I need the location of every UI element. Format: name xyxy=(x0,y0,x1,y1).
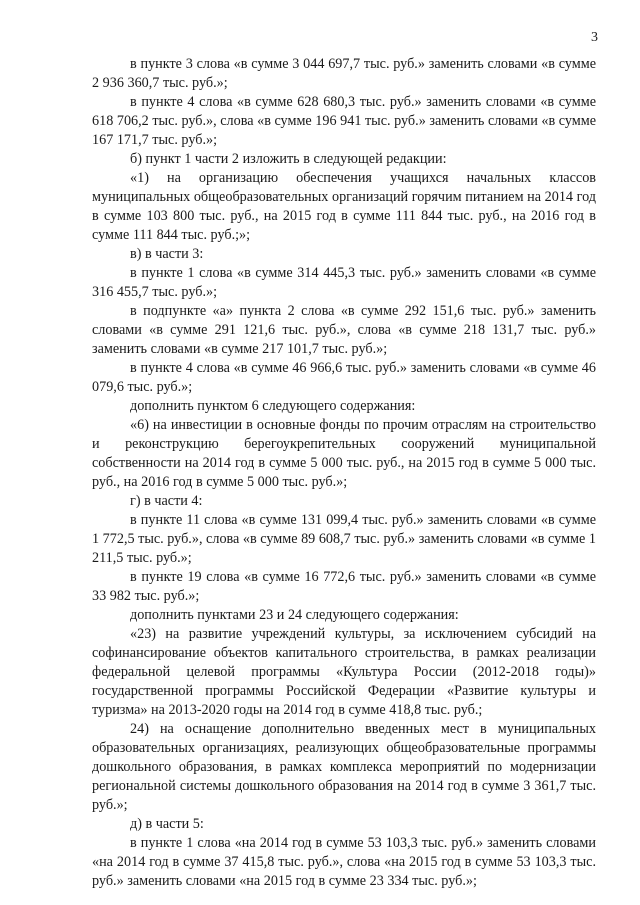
paragraph: «1) на организацию обеспечения учащихся начальных классов муниципальных общеобразовательных организаций горячим питанием на 2014 год в сумме 103 800 тыс. руб., на 2015 год в сумме 111 844 тыс. руб., на 2016 год в сумме 111 844 тыс. руб.;»; xyxy=(92,170,596,243)
paragraph: в пункте 19 слова «в сумме 16 772,6 тыс. руб.» заменить словами «в сумме 33 982 тыс. руб.»; xyxy=(92,569,596,604)
paragraph: в подпункте «а» пункта 2 слова «в сумме 292 151,6 тыс. руб.» заменить словами «в сумме 291 121,6 тыс. руб.», слова «в сумме 218 131,7 тыс. руб.» заменить словами «в сумме 217 101,7 тыс. руб.»; xyxy=(92,303,596,357)
paragraph: в пункте 4 слова «в сумме 46 966,6 тыс. руб.» заменить словами «в сумме 46 079,6 тыс. руб.»; xyxy=(92,360,596,395)
paragraph: «6) на инвестиции в основные фонды по прочим отраслям на строительство и реконструкцию берегоукрепительных сооружений муниципальной собственности на 2014 год в сумме 5 000 тыс. руб., на 2015 год в сумме 5 000 тыс. руб., на 2016 год в сумме 5 000 тыс. руб.»; xyxy=(92,417,596,490)
paragraph: дополнить пунктами 23 и 24 следующего содержания: xyxy=(130,607,459,623)
paragraph: в пункте 1 слова «на 2014 год в сумме 53 103,3 тыс. руб.» заменить словами «на 2014 год в сумме 37 415,8 тыс. руб.», слова «на 2015 год в сумме 53 103,3 тыс. руб.» заменить словами «на 2015 год в сумме 23 334 тыс. руб.»; xyxy=(92,835,596,889)
page-number: 3 xyxy=(591,30,598,45)
paragraph: «23) на развитие учреждений культуры, за исключением субсидий на софинансирование объектов капитального строительства, в рамках реализации федеральной целевой программы «Культура России (2012-2018 годы)» государственной программы Российской Федерации «Развитие культуры и туризма» на 2013-2020 годы на 2014 год в сумме 418,8 тыс. руб.; xyxy=(92,626,596,718)
paragraph: г) в части 4: xyxy=(130,493,203,509)
paragraph: в пункте 4 слова «в сумме 628 680,3 тыс. руб.» заменить словами «в сумме 618 706,2 тыс. руб.», слова «в сумме 196 941 тыс. руб.» заменить словами «в сумме 167 171,7 тыс. руб.»; xyxy=(92,94,596,148)
paragraph: б) пункт 1 части 2 изложить в следующей редакции: xyxy=(130,151,447,167)
paragraph: д) в части 5: xyxy=(130,816,204,832)
paragraph: в) в части 3: xyxy=(130,246,204,262)
paragraph: в пункте 1 слова «в сумме 314 445,3 тыс. руб.» заменить словами «в сумме 316 455,7 тыс. руб.»; xyxy=(92,265,596,300)
paragraph: дополнить пунктом 6 следующего содержания: xyxy=(130,398,416,414)
paragraph: в пункте 3 слова «в сумме 3 044 697,7 тыс. руб.» заменить словами «в сумме 2 936 360,7 тыс. руб.»; xyxy=(92,56,596,91)
document-body xyxy=(92,55,596,891)
paragraph: в пункте 11 слова «в сумме 131 099,4 тыс. руб.» заменить словами «в сумме 1 772,5 тыс. руб.», слова «в сумме 89 608,7 тыс. руб.» заменить словами «в сумме 1 211,5 тыс. руб.»; xyxy=(92,512,596,566)
paragraph: 24) на оснащение дополнительно введенных мест в муниципальных образовательных организациях, реализующих общеобразовательные программы дошкольного образования, в рамках комплекса мероприятий по модернизации региональной системы дошкольного образования на 2014 год в сумме 3 361,7 тыс. руб.»; xyxy=(92,721,596,813)
